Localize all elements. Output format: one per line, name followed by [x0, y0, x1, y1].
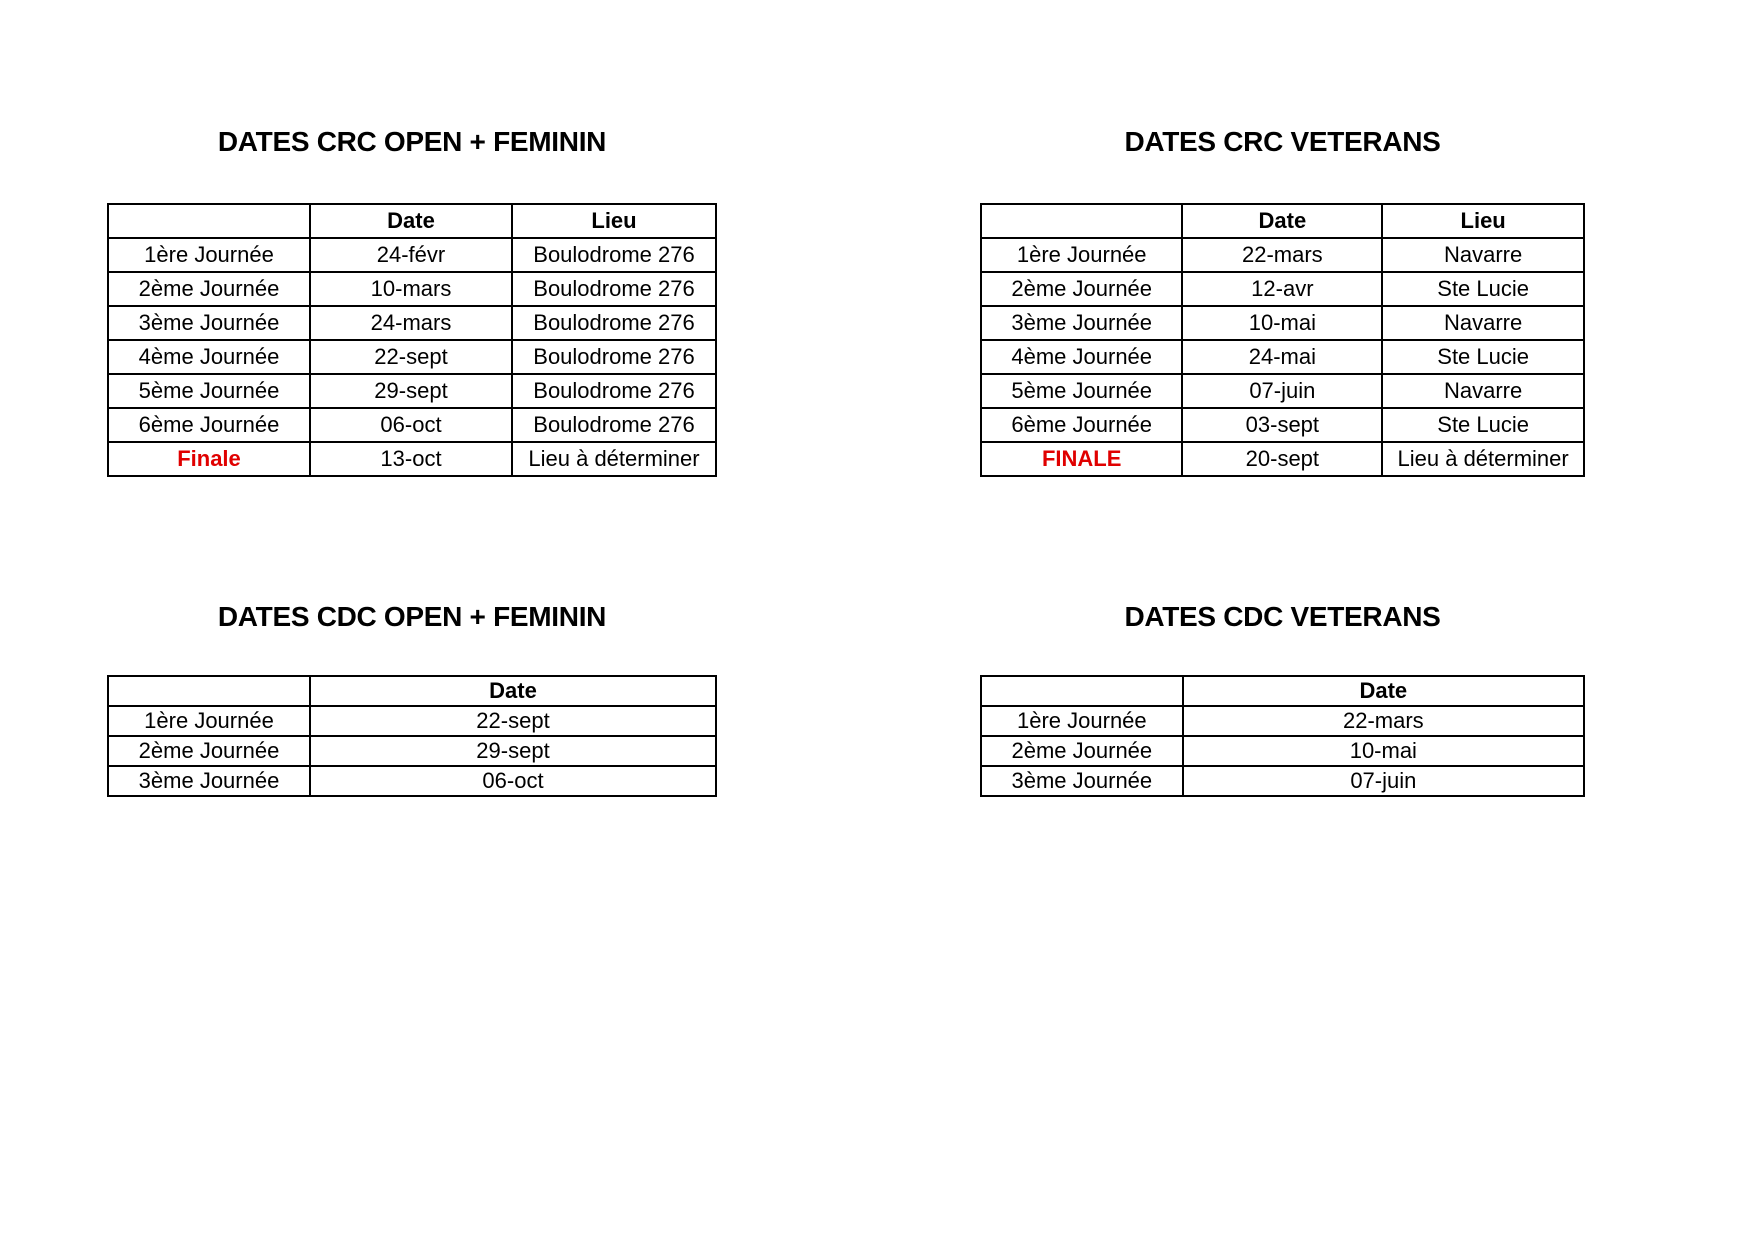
- row-lieu: Boulodrome 276: [512, 272, 716, 306]
- row-label: 2ème Journée: [981, 736, 1183, 766]
- table-row: [981, 374, 1584, 408]
- table-row: [108, 238, 716, 272]
- row-date: 10-mai: [1182, 306, 1382, 340]
- crc-open-title: DATES CRC OPEN + FEMININ: [217, 126, 607, 157]
- row-lieu: Navarre: [1382, 238, 1584, 272]
- table-row: [108, 340, 716, 374]
- header-empty: [981, 204, 1182, 238]
- row-date: 06-oct: [310, 766, 716, 796]
- row-label: 3ème Journée: [108, 306, 310, 340]
- row-date: 03-sept: [1182, 408, 1382, 442]
- row-date: 10-mars: [310, 272, 512, 306]
- table-row: [981, 306, 1584, 340]
- cdc-veterans-title: DATES CDC VETERANS: [1124, 601, 1441, 632]
- cdc-veterans-table: [980, 675, 1585, 797]
- row-lieu: Boulodrome 276: [512, 238, 716, 272]
- row-label: 6ème Journée: [108, 408, 310, 442]
- row-label: 1ère Journée: [108, 706, 310, 736]
- row-date: 20-sept: [1182, 442, 1382, 476]
- table-row: [981, 706, 1584, 736]
- row-label: 1ère Journée: [108, 238, 310, 272]
- row-lieu: Ste Lucie: [1382, 408, 1584, 442]
- table-row: [981, 766, 1584, 796]
- row-date: 07-juin: [1183, 766, 1584, 796]
- row-lieu: Lieu à déterminer: [512, 442, 716, 476]
- table-row: [981, 238, 1584, 272]
- row-date: 24-mai: [1182, 340, 1382, 374]
- row-label: 2ème Journée: [108, 736, 310, 766]
- table-row: [108, 374, 716, 408]
- header-date: Date: [310, 204, 512, 238]
- crc-veterans-title: DATES CRC VETERANS: [1124, 126, 1441, 157]
- row-date: 13-oct: [310, 442, 512, 476]
- table-header-row: [108, 676, 716, 706]
- row-label: 4ème Journée: [108, 340, 310, 374]
- cdc-open-table: [107, 675, 717, 797]
- row-lieu: Ste Lucie: [1382, 340, 1584, 374]
- table-row: [981, 340, 1584, 374]
- row-label: 1ère Journée: [981, 238, 1182, 272]
- row-date: 22-mars: [1183, 706, 1584, 736]
- row-label: 6ème Journée: [981, 408, 1182, 442]
- table-row: [108, 736, 716, 766]
- table-row: [108, 706, 716, 736]
- header-date: Date: [1183, 676, 1584, 706]
- table-row: [108, 306, 716, 340]
- row-date: 22-sept: [310, 340, 512, 374]
- row-date: 12-avr: [1182, 272, 1382, 306]
- table-row: [108, 766, 716, 796]
- row-date: 22-mars: [1182, 238, 1382, 272]
- row-lieu: Boulodrome 276: [512, 340, 716, 374]
- crc-open-table: [107, 203, 717, 477]
- header-lieu: Lieu: [512, 204, 716, 238]
- table-row: [108, 408, 716, 442]
- row-date: 22-sept: [310, 706, 716, 736]
- header-date: Date: [310, 676, 716, 706]
- row-date: 24-mars: [310, 306, 512, 340]
- table-row: [981, 272, 1584, 306]
- finale-label: Finale: [108, 442, 310, 476]
- row-label: 1ère Journée: [981, 706, 1183, 736]
- row-label: 2ème Journée: [981, 272, 1182, 306]
- row-lieu: Ste Lucie: [1382, 272, 1584, 306]
- finale-label: FINALE: [981, 442, 1182, 476]
- crc-veterans-table: [980, 203, 1585, 477]
- row-label: 5ème Journée: [108, 374, 310, 408]
- row-date: 29-sept: [310, 736, 716, 766]
- table-row: [108, 272, 716, 306]
- row-label: 3ème Journée: [981, 306, 1182, 340]
- cdc-open-title: DATES CDC OPEN + FEMININ: [217, 601, 607, 632]
- row-lieu: Lieu à déterminer: [1382, 442, 1584, 476]
- row-label: 3ème Journée: [108, 766, 310, 796]
- row-lieu: Boulodrome 276: [512, 374, 716, 408]
- row-lieu: Boulodrome 276: [512, 408, 716, 442]
- header-empty: [108, 204, 310, 238]
- row-date: 10-mai: [1183, 736, 1584, 766]
- row-label: 5ème Journée: [981, 374, 1182, 408]
- table-header-row: [981, 676, 1584, 706]
- header-empty: [108, 676, 310, 706]
- row-date: 06-oct: [310, 408, 512, 442]
- row-label: 3ème Journée: [981, 766, 1183, 796]
- row-lieu: Navarre: [1382, 306, 1584, 340]
- row-lieu: Navarre: [1382, 374, 1584, 408]
- header-lieu: Lieu: [1382, 204, 1584, 238]
- row-lieu: Boulodrome 276: [512, 306, 716, 340]
- table-header-row: [981, 204, 1584, 238]
- table-row: [981, 408, 1584, 442]
- header-date: Date: [1182, 204, 1382, 238]
- row-label: 4ème Journée: [981, 340, 1182, 374]
- row-label: 2ème Journée: [108, 272, 310, 306]
- row-date: 29-sept: [310, 374, 512, 408]
- finale-row: [981, 442, 1584, 476]
- finale-row: [108, 442, 716, 476]
- table-header-row: [108, 204, 716, 238]
- header-empty: [981, 676, 1183, 706]
- row-date: 24-févr: [310, 238, 512, 272]
- table-row: [981, 736, 1584, 766]
- row-date: 07-juin: [1182, 374, 1382, 408]
